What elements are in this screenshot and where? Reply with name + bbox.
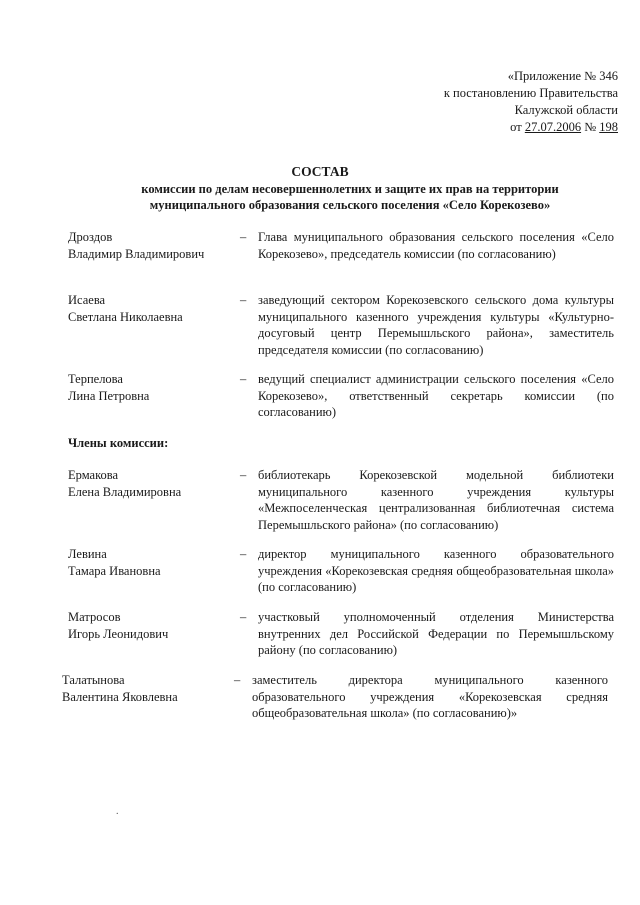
member-name	[68, 292, 238, 325]
member-surname: Левина	[68, 547, 107, 561]
member-surname: Дроздов	[68, 230, 113, 244]
appendix-number: 198	[599, 120, 618, 134]
appendix-date: 27.07.2006	[524, 120, 582, 134]
dash-separator: –	[240, 372, 247, 386]
member-given-name: Лина Петровна	[68, 388, 150, 403]
member-surname: Терпелова	[68, 372, 123, 386]
member-role: директор муниципального казенного образовательного учреждения «Корекозевская средняя общеобразовательная школа» (по согласованию)	[258, 547, 614, 594]
member-name	[68, 609, 238, 642]
member-name	[68, 546, 238, 579]
member-given-name: Елена Владимировна	[68, 484, 182, 499]
document-title: СОСТАВ	[291, 164, 349, 179]
member-role: участковый уполномоченный отделения Министерства внутренних дел Российской Федерации по Перемышльскому району (по согласованию)	[258, 610, 614, 657]
member-name	[68, 229, 238, 262]
appendix-number-prefix: №	[581, 120, 600, 134]
scan-mark: .	[116, 806, 119, 817]
dash-separator: –	[240, 610, 247, 624]
member-given-name: Игорь Леонидович	[68, 626, 169, 641]
member-role: библиотекарь Корекозевской модельной библиотеки муниципального казенного учреждения культуры «Межпоселенческая централизованная библиотечная система Перемышльского района» (по согласованию)	[258, 468, 614, 532]
subtitle-line-1: комиссии по делам несовершеннолетних и защите их прав на территории	[141, 182, 559, 196]
member-name	[68, 371, 238, 404]
dash-separator: –	[234, 673, 241, 687]
dash-separator: –	[240, 468, 247, 482]
appendix-reference	[444, 68, 618, 136]
appendix-line-3: Калужской области	[514, 103, 618, 117]
member-given-name: Светлана Николаевна	[68, 309, 183, 324]
member-name	[62, 672, 232, 705]
member-role: ведущий специалист администрации сельского поселения «Село Корекозево», ответственный секретарь комиссии (по согласованию)	[258, 372, 614, 419]
subtitle-line-2: муниципального образования сельского поселения «Село Корекозево»	[149, 198, 551, 212]
member-role: заместитель директора муниципального казенного образовательного учреждения «Корекозевская средняя общеобразовательная школа» (по согласованию)»	[252, 673, 608, 720]
member-name	[68, 467, 238, 500]
member-given-name: Валентина Яковлевна	[62, 689, 178, 704]
dash-separator: –	[240, 547, 247, 561]
appendix-line-1: «Приложение № 346	[507, 69, 618, 83]
appendix-line-2: к постановлению Правительства	[443, 86, 618, 100]
member-given-name: Тамара Ивановна	[68, 563, 161, 578]
member-given-name: Владимир Владимирович	[68, 246, 205, 261]
dash-separator: –	[240, 230, 247, 244]
member-role: заведующий сектором Корекозевского сельского дома культуры муниципального казенного учреждения культуры «Культурно-досуговый центр Перемышльского района», заместитель председателя комиссии (по согласованию)	[258, 293, 614, 357]
member-role: Глава муниципального образования сельского поселения «Село Корекозево», председатель комиссии (по согласованию)	[258, 230, 614, 261]
member-surname: Ермакова	[68, 468, 119, 482]
dash-separator: –	[240, 293, 247, 307]
member-surname: Матросов	[68, 610, 121, 624]
document-subtitle	[60, 181, 640, 213]
member-surname: Исаева	[68, 293, 106, 307]
appendix-date-prefix: от	[510, 120, 525, 134]
member-surname: Талатынова	[62, 673, 125, 687]
appendix-line-4	[444, 119, 618, 136]
members-heading: Члены комиссии:	[68, 436, 169, 450]
